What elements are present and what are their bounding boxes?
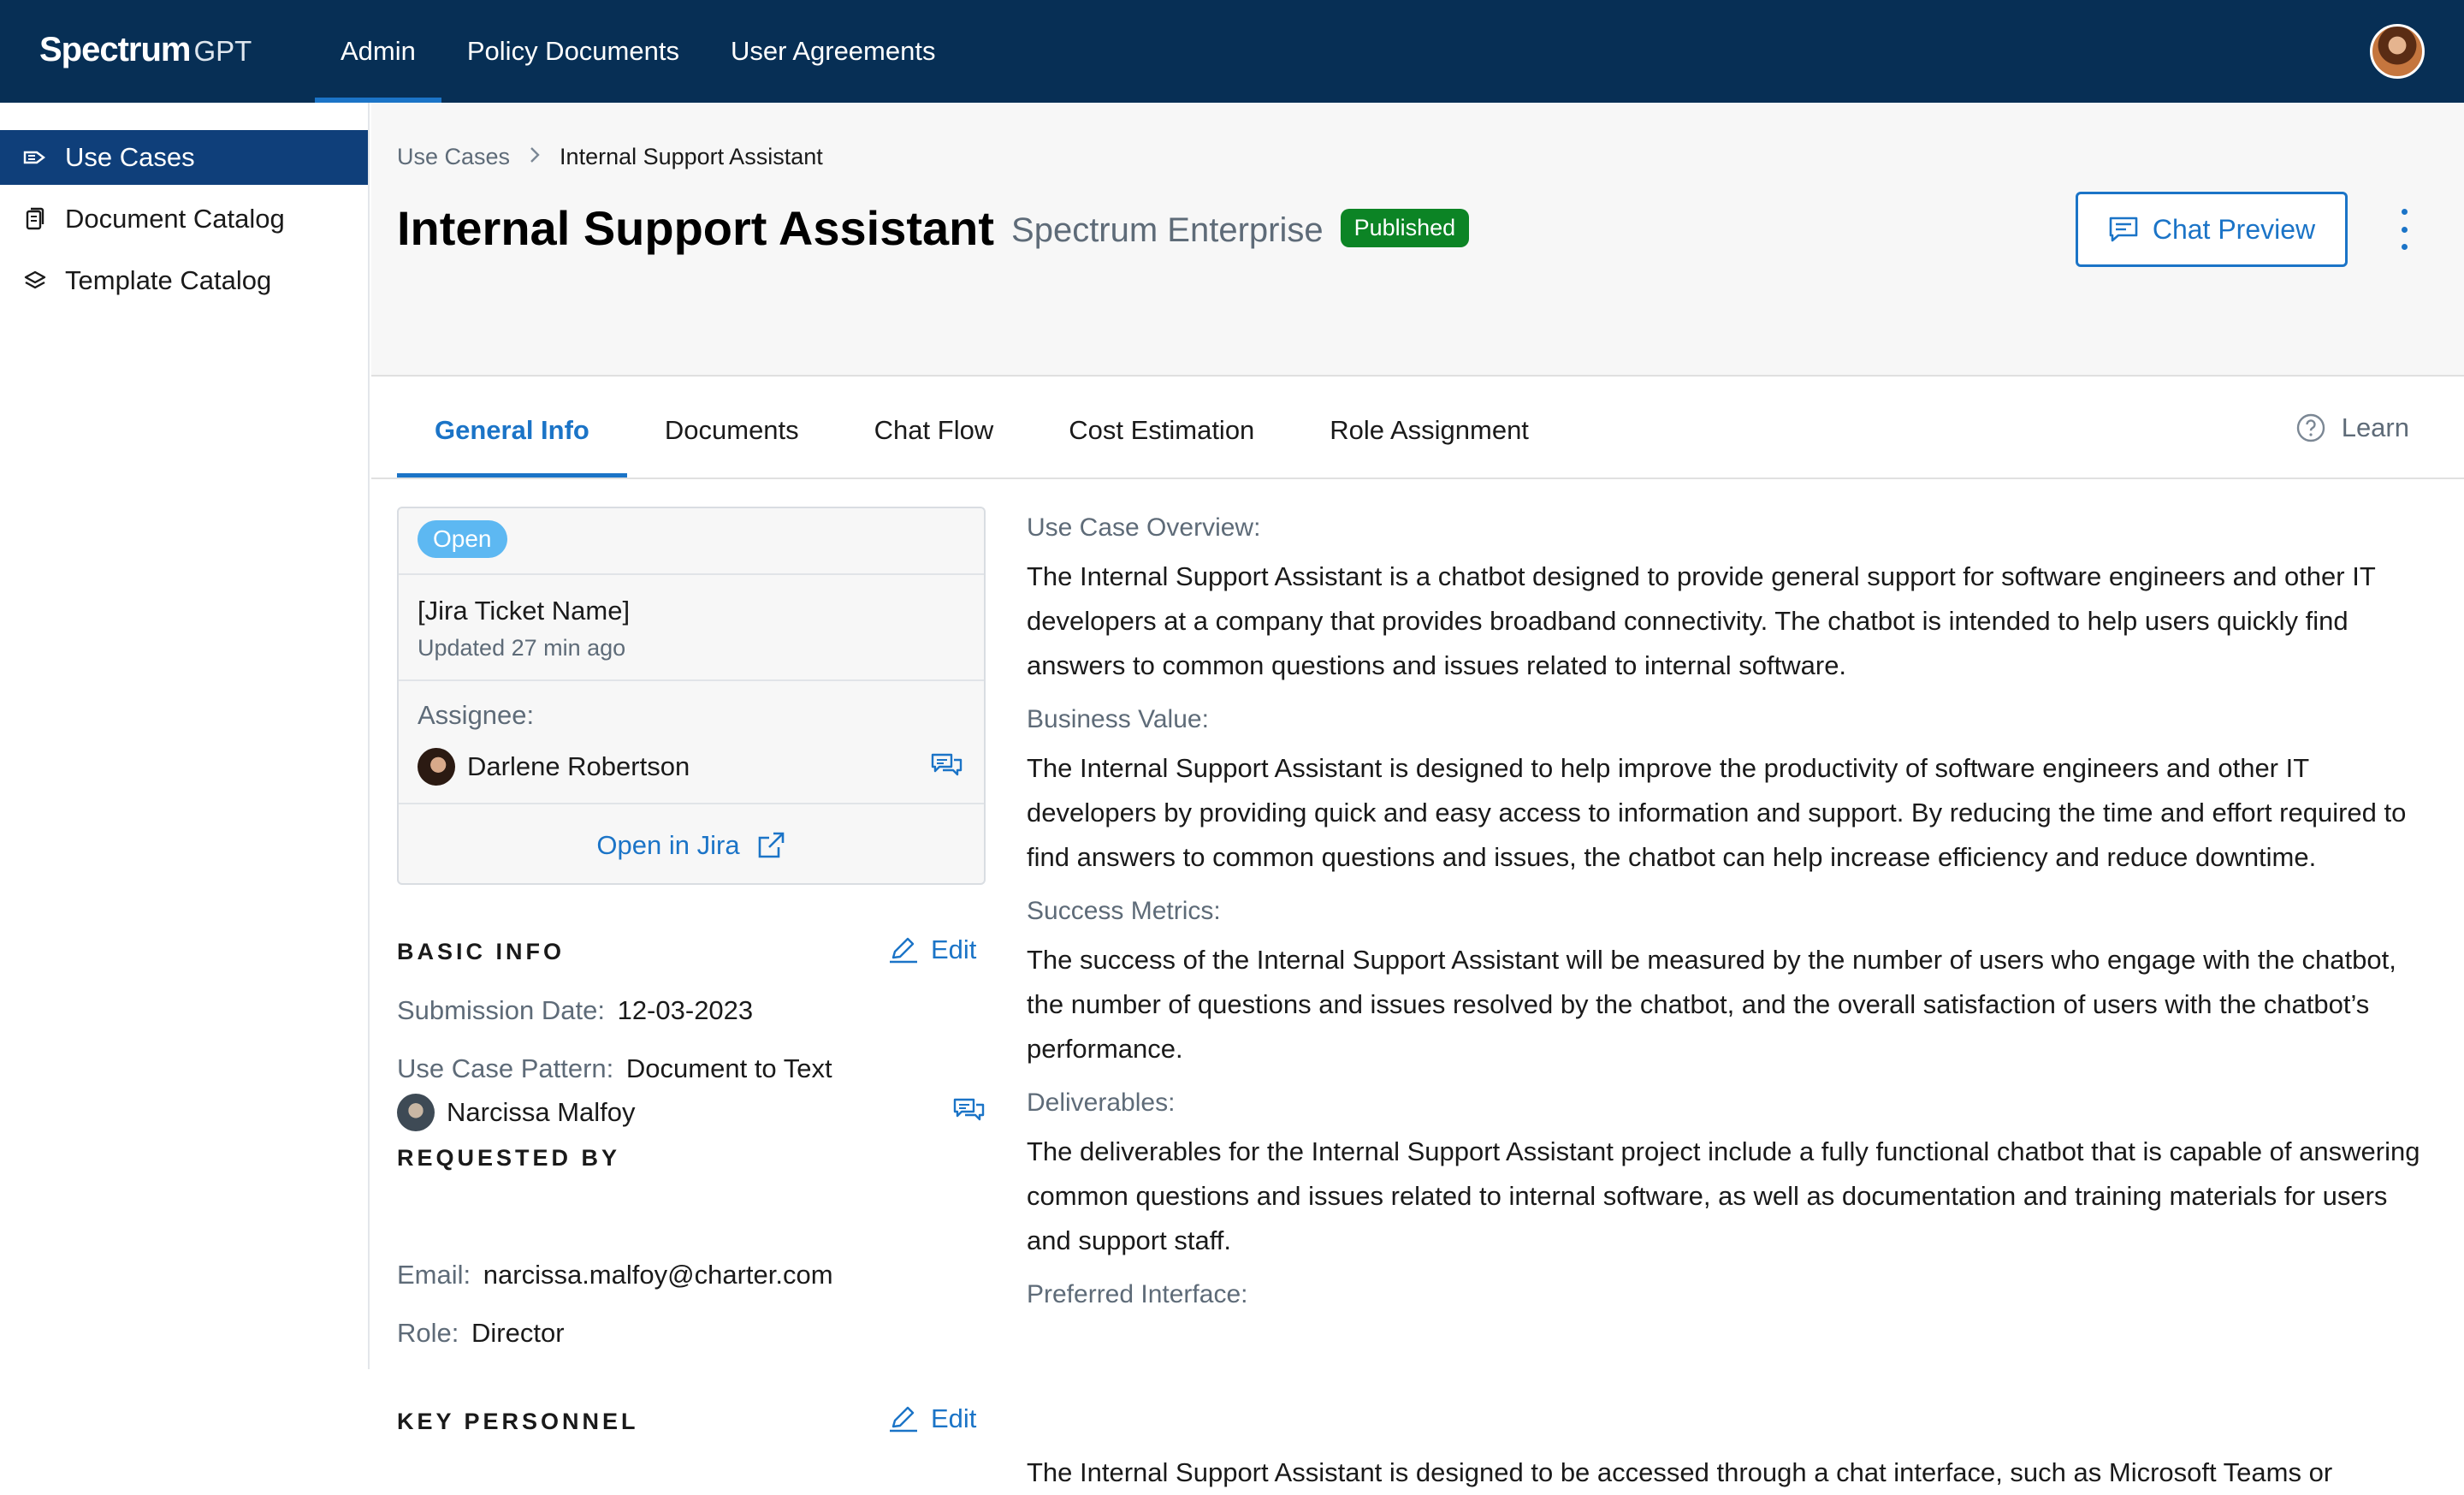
top-navigation-bar: [0, 0, 2464, 103]
jira-assignee-section: [399, 681, 984, 804]
requester-email-row: [397, 1260, 833, 1290]
requester-role: Director: [471, 1318, 565, 1348]
assignee-name: Darlene Robertson: [467, 751, 690, 781]
more-options-icon[interactable]: [2396, 209, 2413, 250]
jira-status-section: [399, 508, 984, 575]
success-metrics-text: The success of the Internal Support Assistant will be measured by the number of users who engage with the chatbot, the number of questions and issues resolved by the chatbot, and the overall satisfaction of users with the chatbot’s performance.: [1027, 945, 2396, 1064]
basic-info-edit-button[interactable]: [888, 934, 976, 965]
tab-general-info[interactable]: General Info: [397, 385, 627, 476]
preferred-interface-text-clip: [1027, 1451, 2438, 1487]
logo-suffix: GPT: [193, 35, 252, 67]
sidebar-item-template-catalog[interactable]: [0, 253, 368, 308]
overview-label: Use Case Overview:: [1027, 513, 1261, 542]
sidebar-item-label: Template Catalog: [65, 265, 272, 295]
use-case-pattern-row: [397, 1053, 832, 1084]
deliverables-text: The deliverables for the Internal Support Assistant project include a fully functional chatbot that is capable of answering common questions and issues related to internal software, as well as documentation and training materials for users and support staff.: [1027, 1136, 2420, 1255]
sidebar-item-document-catalog[interactable]: [0, 192, 368, 246]
requester-role-row: [397, 1318, 565, 1349]
nav-policy-documents[interactable]: Policy Documents: [466, 36, 679, 66]
requester-name: Narcissa Malfoy: [447, 1097, 636, 1127]
title-row: [397, 200, 1469, 256]
business-value-text: The Internal Support Assistant is designed to help improve the productivity of software engineers and other IT developers by providing quick and easy access to information and support. By reducing the time and effort required to find answers to common questions and issues, the chatbot can help increase efficiency and reduce downtime.: [1027, 753, 2407, 872]
help-circle-icon: [2295, 412, 2326, 443]
sidebar: [0, 103, 370, 1369]
nav-admin[interactable]: Admin: [315, 0, 441, 103]
email-label: Email:: [397, 1260, 471, 1290]
nav-user-agreements[interactable]: User Agreements: [730, 36, 936, 66]
tab-documents[interactable]: Documents: [664, 415, 799, 445]
chevron-right-icon: [529, 142, 541, 171]
assignee-label: Assignee:: [418, 700, 535, 730]
chat-preview-button[interactable]: [2076, 192, 2348, 267]
main-content: [371, 103, 2464, 1487]
learn-link[interactable]: [2295, 412, 2409, 443]
business-value-label: Business Value:: [1027, 705, 1209, 733]
use-case-details: [1027, 496, 2438, 1309]
overview-text: The Internal Support Assistant is a chatbot designed to provide general support for software engineers and other IT developers at a company that provides broadband connectivity. The chatbot is intended to help users quickly find answers to common questions and issues related to internal software.: [1027, 561, 2376, 680]
page-title: Internal Support Assistant: [397, 201, 995, 255]
pencil-icon: [888, 935, 919, 964]
tabs-divider: [371, 478, 2464, 479]
external-link-icon: [755, 830, 786, 861]
chat-preview-label: Chat Preview: [2152, 213, 2316, 245]
open-in-jira-link[interactable]: [399, 804, 984, 887]
requester-row: [397, 1094, 636, 1131]
top-nav: [315, 0, 961, 103]
breadcrumb-current: Internal Support Assistant: [560, 143, 823, 169]
basic-info-heading: BASIC INFO: [397, 939, 566, 964]
message-icon[interactable]: [953, 1097, 986, 1129]
breadcrumb-use-cases[interactable]: Use Cases: [397, 143, 511, 169]
learn-label: Learn: [2341, 412, 2409, 442]
jira-ticket-section: [399, 575, 984, 681]
ticket-status-badge: Open: [418, 520, 507, 558]
open-in-jira-label: Open in Jira: [596, 830, 740, 860]
status-badge: Published: [1341, 209, 1470, 247]
user-avatar[interactable]: [2370, 24, 2425, 79]
role-label: Role:: [397, 1318, 459, 1348]
sidebar-item-label: Use Cases: [65, 142, 195, 172]
submission-date-row: [397, 995, 753, 1026]
logo-wordmark: Spectrum: [39, 31, 191, 68]
key-personnel-heading: KEY PERSONNEL: [397, 1409, 639, 1434]
avatar: [397, 1094, 435, 1131]
preferred-interface-text: The Internal Support Assistant is designed to be accessed through a chat interface, such as Microsoft Teams or: [1027, 1457, 2333, 1487]
assignee-row: [418, 748, 965, 786]
deliverables-label: Deliverables:: [1027, 1089, 1176, 1117]
requested-by-heading: REQUESTED BY: [397, 1145, 621, 1171]
sidebar-item-use-cases[interactable]: [0, 130, 368, 185]
sidebar-item-label: Document Catalog: [65, 204, 285, 234]
jira-ticket-card: [397, 507, 986, 885]
breadcrumb: [397, 142, 823, 171]
tab-role-assignment[interactable]: Role Assignment: [1330, 415, 1529, 445]
submission-date-value: 12-03-2023: [617, 995, 754, 1025]
message-icon[interactable]: [931, 752, 963, 784]
spectrum-gpt-logo[interactable]: [39, 31, 252, 69]
tab-bar: [397, 385, 1567, 476]
jira-updated-time: Updated 27 min ago: [418, 635, 626, 661]
tab-chat-flow[interactable]: Chat Flow: [874, 415, 994, 445]
chat-icon: [2108, 216, 2139, 243]
success-metrics-label: Success Metrics:: [1027, 897, 1221, 925]
use-case-pattern-label: Use Case Pattern:: [397, 1053, 614, 1083]
requester-email: narcissa.malfoy@charter.com: [483, 1260, 833, 1290]
submission-date-label: Submission Date:: [397, 995, 605, 1025]
edit-label: Edit: [931, 1403, 977, 1433]
pencil-icon: [888, 1404, 919, 1433]
document-icon: [22, 206, 48, 232]
jira-ticket-name: [Jira Ticket Name]: [418, 596, 631, 626]
avatar: [418, 748, 455, 786]
organization-name: Spectrum Enterprise: [1011, 211, 1324, 249]
layers-icon: [22, 268, 48, 294]
tag-icon: [22, 145, 48, 170]
preferred-interface-label: Preferred Interface:: [1027, 1280, 1248, 1308]
use-case-pattern-value: Document to Text: [625, 1053, 832, 1083]
key-personnel-edit-button[interactable]: [888, 1403, 976, 1434]
tab-cost-estimation[interactable]: Cost Estimation: [1069, 415, 1255, 445]
edit-label: Edit: [931, 934, 977, 964]
